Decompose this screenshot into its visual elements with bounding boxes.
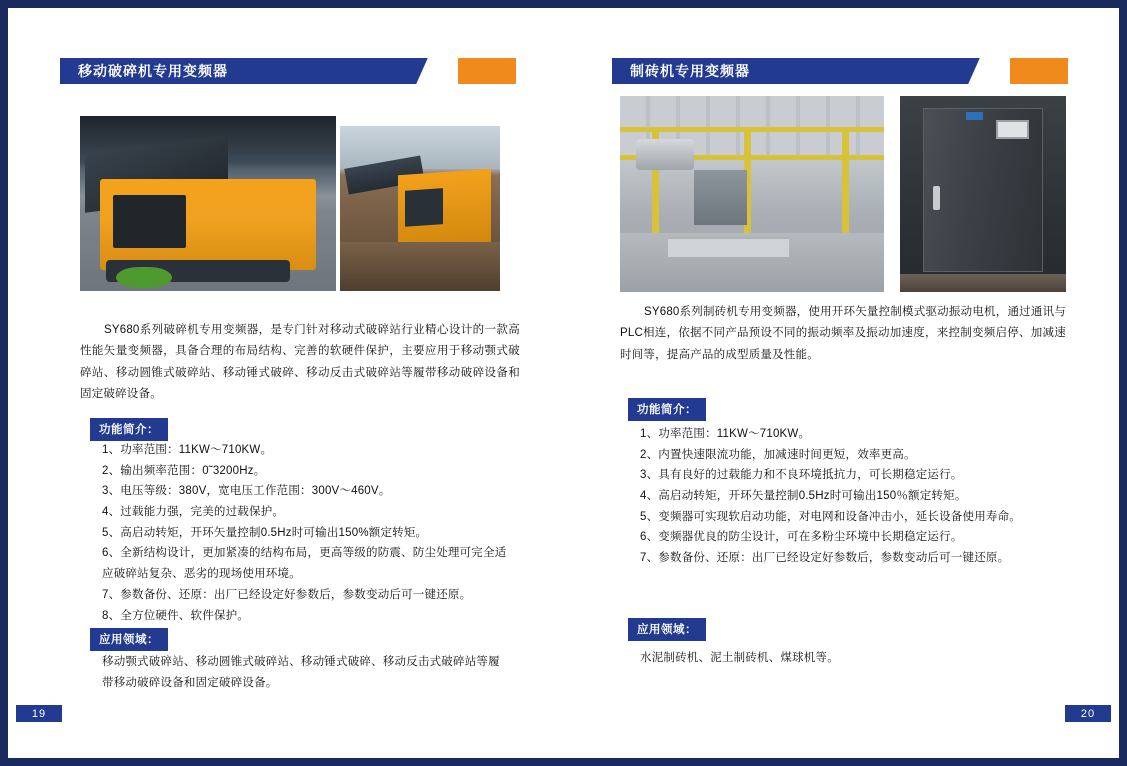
right-banner-title: 制砖机专用变频器 bbox=[630, 63, 750, 79]
right-section-banner bbox=[612, 58, 1068, 84]
page-frame-left bbox=[0, 0, 8, 766]
right-intro-text: SY680系列制砖机专用变频器，使用开环矢量控制模式驱动振动电机，通过通讯与PLC相连，依据不同产品预设不同的振动频率及振动加速度，来控制变频启停、加减速时间等，提高产品的成型质量及性能。 bbox=[620, 306, 1066, 361]
left-application-text: 移动颚式破碎站、移动圆锥式破碎站、移动锤式破碎、移动反击式破碎站等履带移动破碎设备和固定破碎设备。 bbox=[102, 656, 500, 689]
brick-machine-workshop-photo bbox=[620, 96, 884, 292]
right-features-label-text: 功能简介： bbox=[637, 404, 697, 416]
left-features-label-text: 功能简介： bbox=[99, 424, 159, 436]
left-intro-text: SY680系列破碎机专用变频器，是专门针对移动式破碎站行业精心设计的一款高性能矢量变频器，具备合理的布局结构、完善的软硬件保护，主要应用于移动颚式破碎站、移动圆锥式破碎站、移动锤式破碎、移动反击式破碎站等履带移动破碎设备和固定破碎设备。 bbox=[80, 324, 520, 400]
right-features-label bbox=[628, 398, 706, 421]
list-item: 1、功率范围：11KW～710KW。 bbox=[102, 444, 273, 456]
right-banner-orange-bar bbox=[1010, 58, 1068, 84]
page-frame-right bbox=[1119, 0, 1127, 766]
right-intro-paragraph bbox=[620, 302, 1066, 366]
list-item: 5、变频器可实现软启动功能，对电网和设备冲击小，延长设备使用寿命。 bbox=[640, 510, 1021, 523]
list-item: 7、参数备份、还原：出厂已经设定好参数后，参数变动后可一键还原。 bbox=[102, 588, 472, 601]
left-banner-orange-bar bbox=[458, 58, 516, 84]
list-item: 6、全新结构设计，更加紧凑的结构布局，更高等级的防震、防尘处理可完全适应破碎站复杂、恶劣的现场使用环境。 bbox=[102, 547, 507, 581]
list-item: 5、高启动转矩，开环矢量控制0.5Hz时可输出150%额定转矩。 bbox=[102, 526, 428, 539]
mobile-crusher-photo-2 bbox=[340, 126, 500, 291]
left-banner-title: 移动破碎机专用变频器 bbox=[78, 63, 228, 79]
right-features-list bbox=[640, 424, 1076, 569]
list-item: 2、内置快速限流功能，加减速时间更短，效率更高。 bbox=[640, 448, 916, 461]
right-application-label-text: 应用领域： bbox=[637, 624, 697, 636]
page-frame-top bbox=[0, 0, 1127, 8]
page-number-right-text: 20 bbox=[1080, 707, 1096, 720]
list-item: 6、变频器优良的防尘设计，可在多粉尘环境中长期稳定运行。 bbox=[640, 531, 963, 544]
list-item: 7、参数备份、还原：出厂已经设定好参数后，参数变动后可一键还原。 bbox=[640, 552, 1010, 565]
left-intro-paragraph bbox=[80, 320, 520, 405]
right-application-label bbox=[628, 618, 706, 641]
page-number-left bbox=[16, 705, 62, 722]
list-item: 2、输出频率范围：0˜3200Hz。 bbox=[102, 464, 266, 477]
mobile-crusher-photo-1 bbox=[80, 116, 336, 291]
list-item: 1、功率范围：11KW～710KW。 bbox=[640, 428, 811, 440]
left-features-label bbox=[90, 418, 168, 441]
list-item: 4、过载能力强，完美的过载保护。 bbox=[102, 506, 285, 519]
list-item: 4、高启动转矩，开环矢量控制0.5Hz时可输出150％额定转矩。 bbox=[640, 490, 967, 503]
left-application-label-text: 应用领域： bbox=[99, 634, 159, 646]
left-page bbox=[8, 8, 563, 758]
page-frame-bottom bbox=[0, 758, 1127, 766]
list-item: 3、具有良好的过载能力和不良环境抵抗力，可长期稳定运行。 bbox=[640, 469, 963, 482]
list-item: 8、全方位硬件、软件保护。 bbox=[102, 609, 249, 622]
right-application-text: 水泥制砖机、泥土制砖机、煤球机等。 bbox=[640, 652, 839, 664]
page-number-right bbox=[1065, 705, 1111, 722]
left-banner-blue-bar bbox=[60, 58, 428, 84]
control-cabinet-photo bbox=[900, 96, 1066, 292]
left-features-list bbox=[102, 440, 514, 626]
left-application-label bbox=[90, 628, 168, 651]
left-section-banner bbox=[60, 58, 516, 84]
right-page bbox=[564, 8, 1119, 758]
page-number-left-text: 19 bbox=[31, 707, 47, 720]
list-item: 3、电压等级：380V，宽电压工作范围：300V～460V。 bbox=[102, 485, 391, 498]
right-banner-blue-bar bbox=[612, 58, 980, 84]
